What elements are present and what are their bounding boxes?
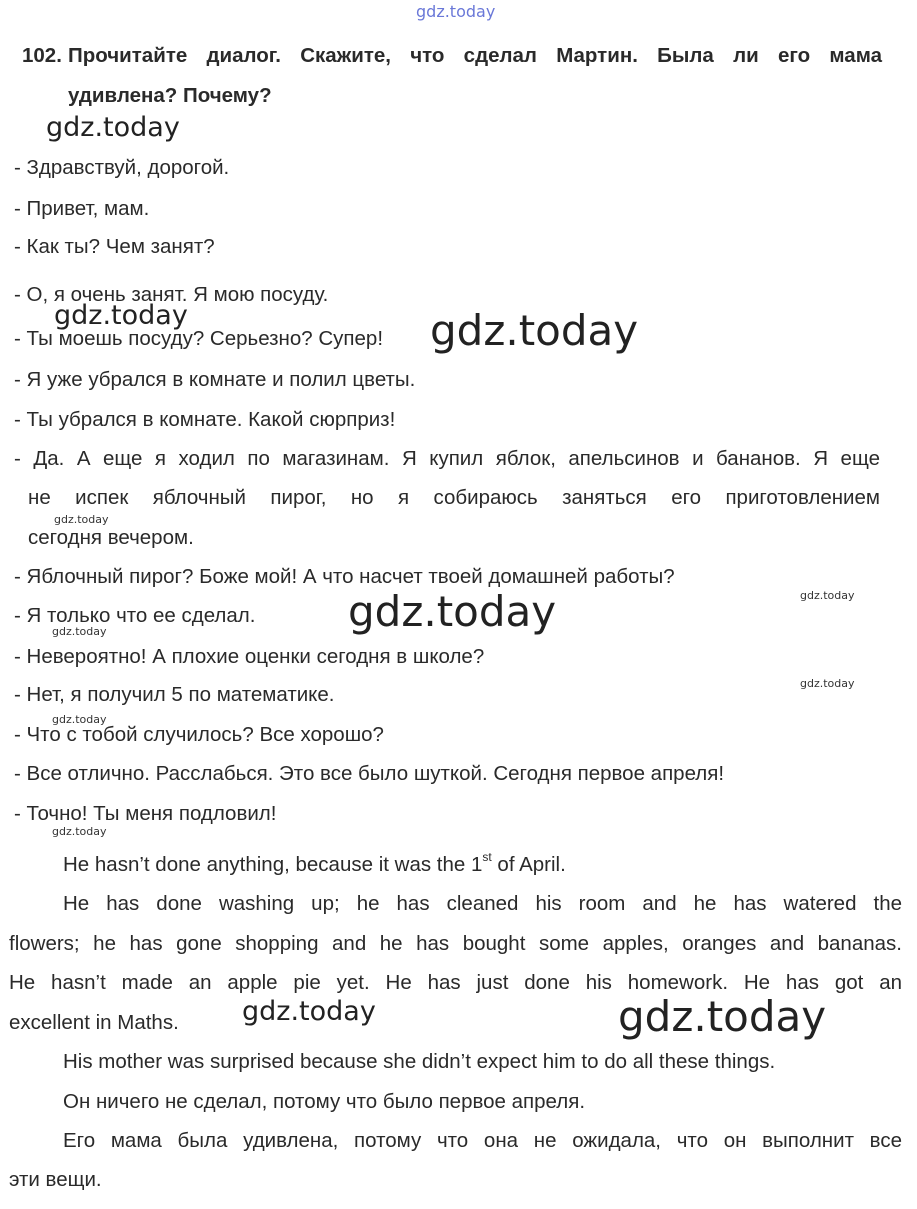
dialogue-line: - Как ты? Чем занят? xyxy=(14,235,215,258)
dialogue-line: - Здравствуй, дорогой. xyxy=(14,156,230,179)
watermark-small: gdz.today xyxy=(800,589,855,602)
heading-line-1: Прочитайте диалог. Скажите, что сделал Мартин. Была ли его мама xyxy=(68,44,882,67)
answer-1-text-end: of April. xyxy=(491,852,566,876)
answer-1-text: He hasn’t done anything, because it was the 1 xyxy=(63,852,483,876)
answer-1 xyxy=(63,852,566,877)
answer-ru-1: Он ничего не сделал, потому что было первое апреля. xyxy=(63,1090,586,1113)
answer-2-line-3: He hasn’t made an apple pie yet. He has just done his homework. He has got an xyxy=(9,971,902,994)
watermark-small: gdz.today xyxy=(52,713,107,726)
watermark-top: gdz.today xyxy=(416,2,496,21)
watermark: gdz.today xyxy=(46,112,180,143)
dialogue-line: - Невероятно! А плохие оценки сегодня в школе? xyxy=(14,645,485,668)
exercise-number: 102. xyxy=(22,44,62,67)
watermark-small: gdz.today xyxy=(800,677,855,690)
dialogue-line: - Я уже убрался в комнате и полил цветы. xyxy=(14,368,416,391)
dialogue-line-continuation: сегодня вечером. xyxy=(28,526,194,549)
dialogue-line: - Ты моешь посуду? Серьезно? Супер! xyxy=(14,327,384,350)
dialogue-line: - Яблочный пирог? Боже мой! А что насчет твоей домашней работы? xyxy=(14,565,675,588)
watermark: gdz.today xyxy=(242,996,376,1027)
heading-line-2: удивлена? Почему? xyxy=(68,84,272,107)
watermark-small: gdz.today xyxy=(54,513,109,526)
dialogue-line-continuation: не испек яблочный пирог, но я собираюсь заняться его приготовлением xyxy=(28,486,880,509)
watermark-large: gdz.today xyxy=(348,587,557,636)
ordinal-suffix: st xyxy=(482,850,492,864)
answer-2-line-1: He has done washing up; he has cleaned his room and he has watered the xyxy=(63,892,902,915)
watermark: gdz.today xyxy=(54,300,188,331)
dialogue-line: - Что с тобой случилось? Все хорошо? xyxy=(14,723,384,746)
watermark-large: gdz.today xyxy=(430,306,639,355)
exercise-heading xyxy=(22,36,882,116)
dialogue-line: - Нет, я получил 5 по математике. xyxy=(14,683,335,706)
dialogue-line: - Точно! Ты меня подловил! xyxy=(14,802,277,825)
watermark-small: gdz.today xyxy=(52,625,107,638)
dialogue-line: - О, я очень занят. Я мою посуду. xyxy=(14,283,329,306)
answer-3: His mother was surprised because she didn’t expect him to do all these things. xyxy=(63,1050,776,1073)
answer-ru-2-line-2: эти вещи. xyxy=(9,1168,102,1191)
watermark-small: gdz.today xyxy=(52,825,107,838)
dialogue-line: - Я только что ее сделал. xyxy=(14,604,256,627)
watermark-large: gdz.today xyxy=(618,992,827,1041)
answer-ru-2-line-1: Его мама была удивлена, потому что она не ожидала, что он выполнит все xyxy=(63,1129,902,1152)
answer-2-line-4: excellent in Maths. xyxy=(9,1011,179,1034)
dialogue-line: - Все отлично. Расслабься. Это все было шуткой. Сегодня первое апреля! xyxy=(14,762,725,785)
dialogue-line: - Привет, мам. xyxy=(14,197,150,220)
dialogue-line: - Ты убрался в комнате. Какой сюрприз! xyxy=(14,408,396,431)
answer-2-line-2: flowers; he has gone shopping and he has bought some apples, oranges and bananas. xyxy=(9,932,902,955)
dialogue-line: - Да. А еще я ходил по магазинам. Я купил яблок, апельсинов и бананов. Я еще xyxy=(14,447,880,470)
